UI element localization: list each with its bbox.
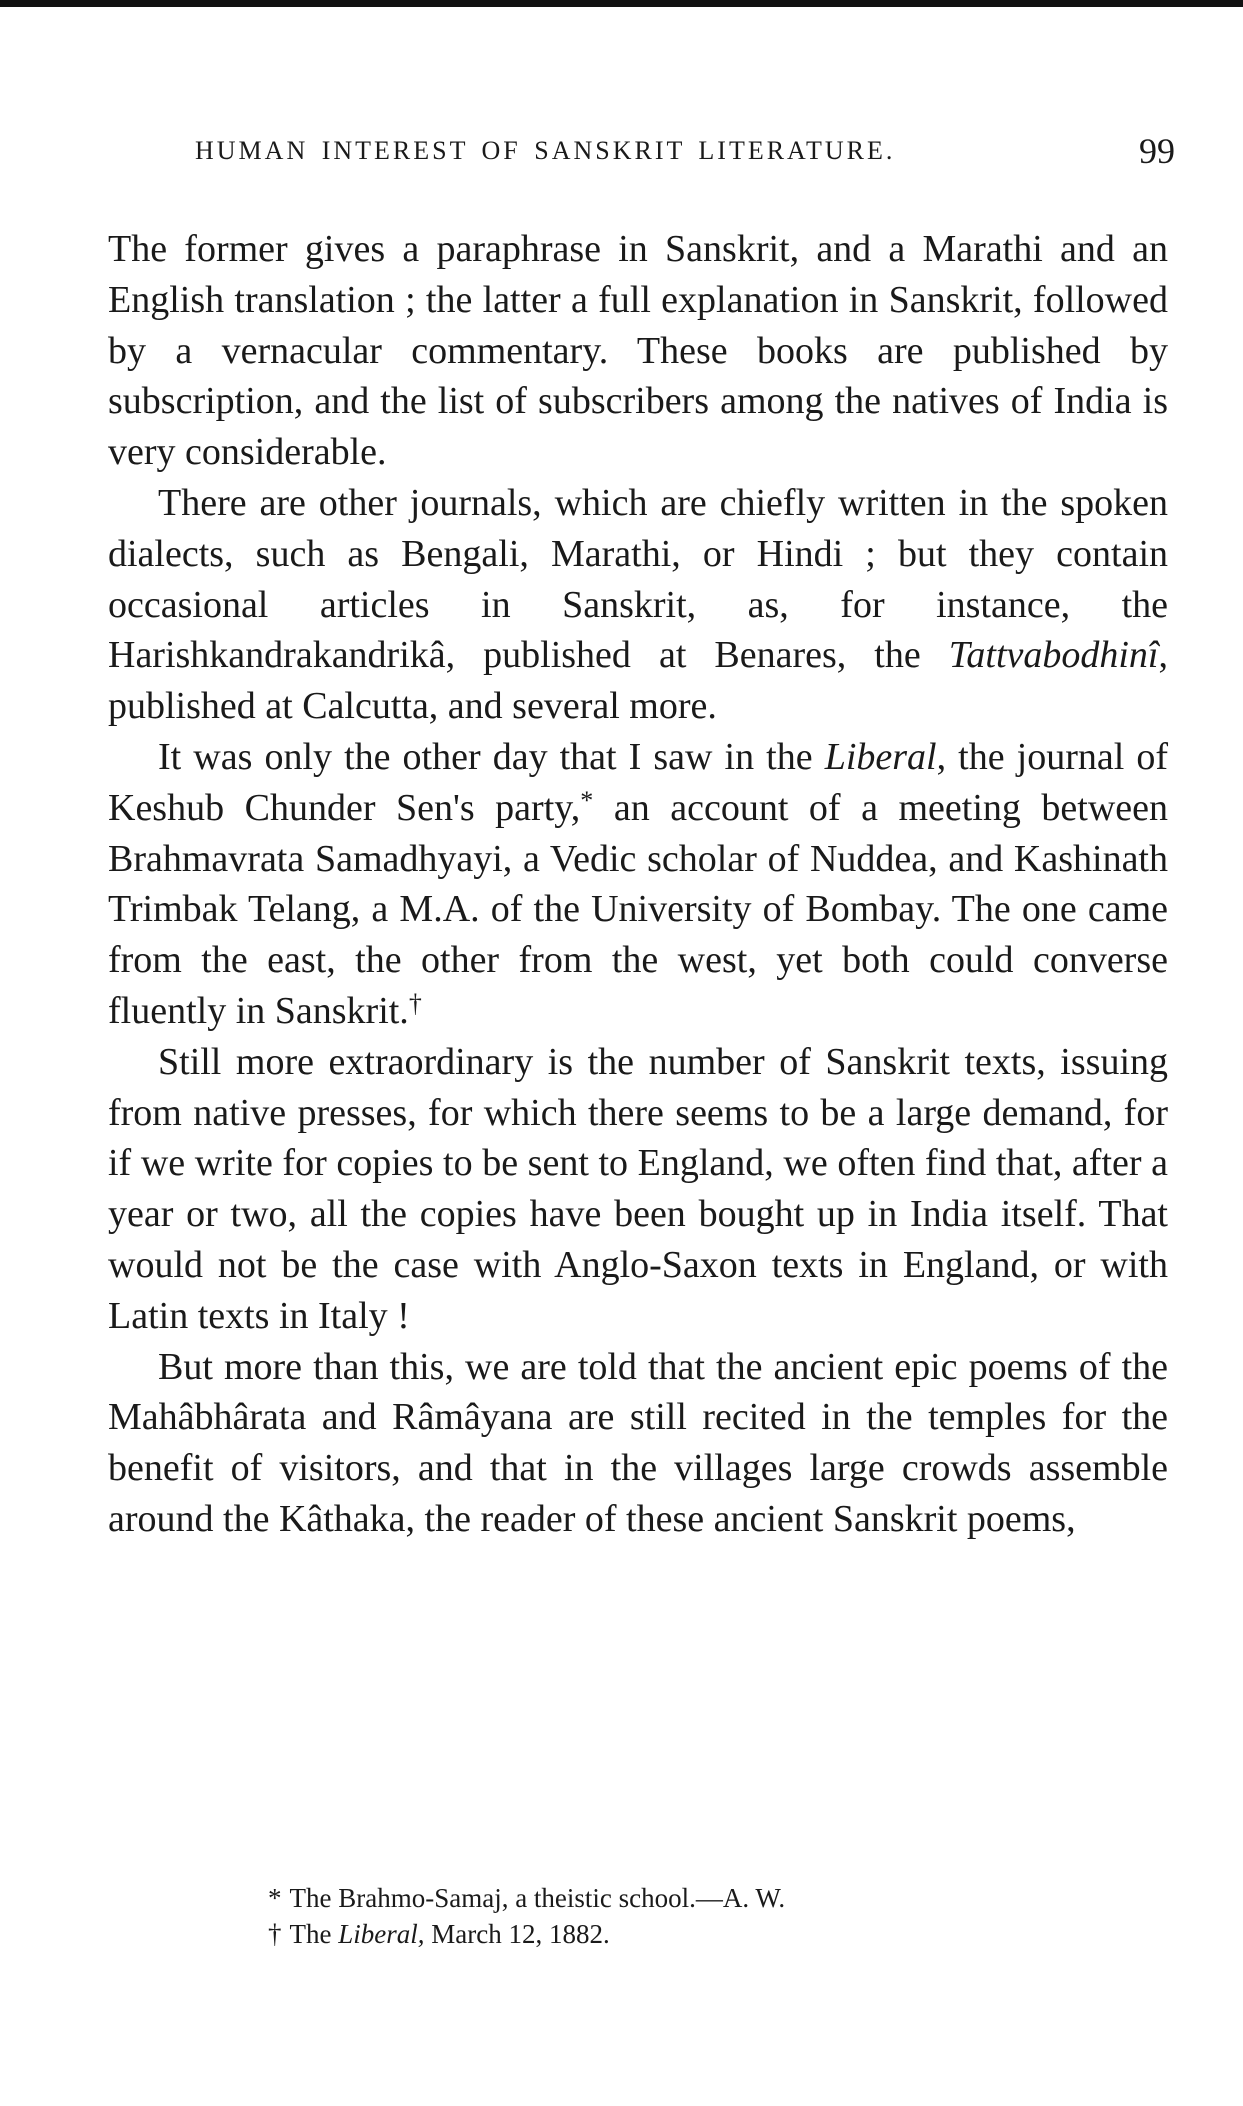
paragraph-1-text: The former gives a paraphrase in Sanskrit, and a Marathi and an English translation ; the latter a full explanation in Sanskrit, followed by a vernacular commentary. These books are published by subscription, and the list of subscribers among the natives of India is very considerable. (108, 228, 1168, 474)
paragraph-4 (108, 1037, 1168, 1342)
paragraph-2-text-b: , published at Calcutta, and several more. (108, 634, 1168, 728)
footnote-1 (268, 1880, 1148, 1916)
footnote-2 (268, 1916, 1148, 1952)
footnote-1-mark: * (268, 1883, 282, 1913)
paragraph-3-text-c: an account of a meeting between Brahmavrata Samadhyayi, a Vedic scholar of Nuddea, and Kashinath Trimbak Telang, a M.A. of the University of Bombay. The one came from the east, the other from the west, yet both could converse fluently in Sanskrit. (108, 786, 1168, 1032)
running-head (195, 131, 1175, 176)
body-text (108, 224, 1168, 1545)
top-edge-rule (0, 0, 1243, 7)
page-number: 99 (1139, 131, 1175, 171)
footnote-2-text-a: The (289, 1919, 339, 1949)
footnote-1-text: The Brahmo-Samaj, a theistic school.—A. W. (289, 1883, 786, 1913)
paragraph-3 (108, 732, 1168, 1037)
liberal-title: Liberal (824, 735, 937, 778)
footnote-2-mark: † (268, 1919, 282, 1949)
paragraph-5-text: But more than this, we are told that the ancient epic poems of the Mahâbhârata and Râmâyana are still recited in the temples for the benefit of visitors, and that in the villages large crowds assemble around the Kâthaka, the reader of these ancient Sanskrit poems, (108, 1345, 1168, 1540)
paragraph-5 (108, 1342, 1168, 1545)
paragraph-1 (108, 224, 1168, 478)
tattvabodhini-title: Tattvabodhinî (948, 634, 1159, 677)
footnotes (268, 1880, 1148, 1952)
paragraph-3-text-b: , the journal of Keshub Chunder Sen's party, (108, 735, 1169, 829)
paragraph-3-text-a: It was only the other day that I saw in the (158, 735, 825, 778)
footnote-2-text-b: March 12, 1882. (424, 1919, 610, 1949)
footnote-ref-dagger: † (408, 988, 422, 1018)
footnote-2-liberal: Liberal, (338, 1919, 425, 1949)
paragraph-2 (108, 478, 1168, 732)
paragraph-2-text-a: There are other journals, which are chiefly written in the spoken dialects, such as Bengali, Marathi, or Hindi ; but they contain occasional articles in Sanskrit, as, for instance, the Harishkandrakandrikâ, published at Benares, the (108, 481, 1168, 677)
paragraph-4-text: Still more extraordinary is the number of Sanskrit texts, issuing from native presses, for which there seems to be a large demand, for if we write for copies to be sent to England, we often find that, after a year or two, all the copies have been bought up in India itself. That would not be the case with Anglo-Saxon texts in England, or with Latin texts in Italy ! (108, 1040, 1168, 1337)
running-head-title: HUMAN INTEREST OF SANSKRIT LITERATURE. (195, 136, 896, 165)
footnote-ref-asterisk: * (580, 785, 594, 815)
